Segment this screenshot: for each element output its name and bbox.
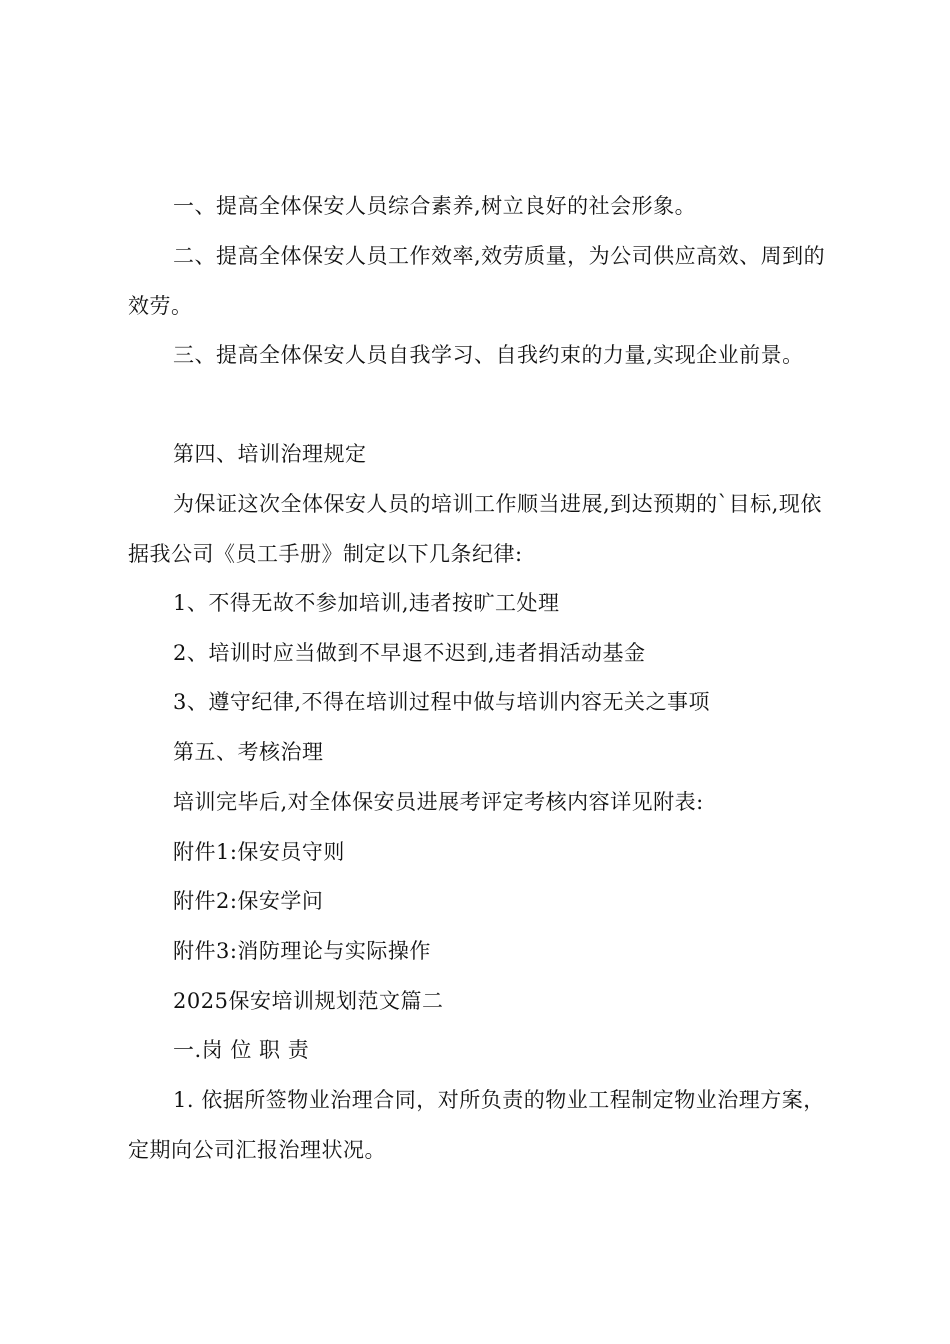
section-heading-training-rules: 第四、培训治理规定	[173, 442, 367, 466]
rules-intro: 为保证这次全体保安人员的培训工作顺当进展,到达预期的`目标,现依据我公司《员工手册》制定以下几条纪律:	[128, 492, 822, 566]
section-heading-assessment: 第五、考核治理	[173, 740, 324, 764]
goal-1: 一、提高全体保安人员综合素养,树立良好的社会形象。	[173, 194, 697, 218]
goal-2: 二、提高全体保安人员工作效率,效劳质量，为公司供应高效、周到的效劳。	[128, 244, 826, 318]
rule-1: 1、不得无故不参加培训,违者按旷工处理	[173, 591, 560, 615]
attachment-2: 附件2:保安学问	[173, 889, 324, 913]
goal-3: 三、提高全体保安人员自我学习、自我约束的力量,实现企业前景。	[173, 343, 804, 367]
duty-1: 1. 依据所签物业治理合同，对所负责的物业工程制定物业治理方案，定期向公司汇报治理状况。	[128, 1088, 825, 1162]
rule-3: 3、遵守纪律,不得在培训过程中做与培训内容无关之事项	[173, 690, 711, 714]
article-title-part-two: 2025保安培训规划范文篇二	[173, 989, 444, 1013]
attachment-1: 附件1:保安员守则	[173, 840, 345, 864]
rule-2: 2、培训时应当做到不早退不迟到,违者捐活动基金	[173, 641, 646, 665]
assessment-intro: 培训完毕后,对全体保安员进展考评定考核内容详见附表:	[173, 790, 704, 814]
section-heading-duties: 一.岗 位 职 责	[173, 1038, 310, 1062]
attachment-3: 附件3:消防理论与实际操作	[173, 939, 431, 963]
